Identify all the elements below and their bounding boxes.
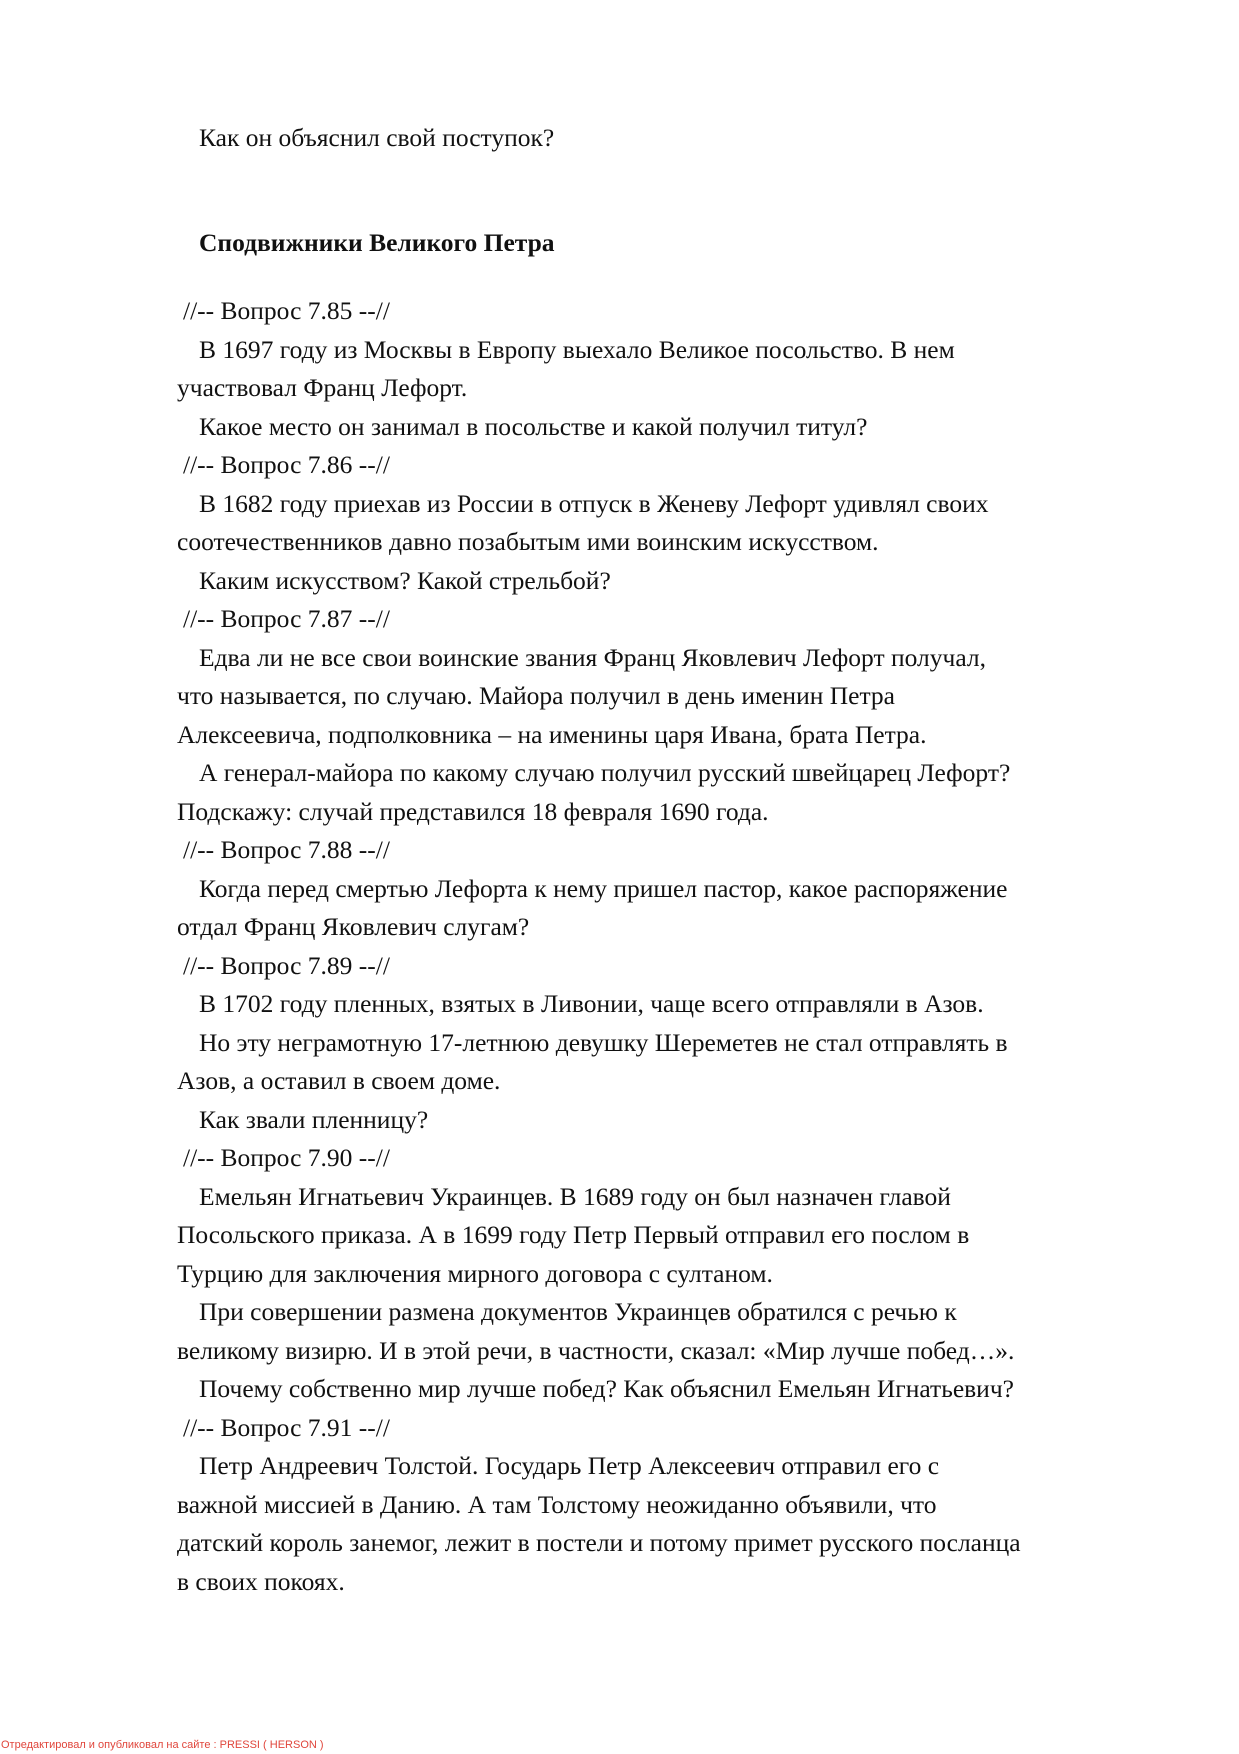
paragraph-line: отдал Франц Яковлевич слугам? (177, 912, 530, 941)
paragraph-line: В 1682 году приехав из России в отпуск в Женеву Лефорт удивлял своих (199, 489, 989, 518)
question-line: Почему собственно мир лучше побед? Как объяснил Емельян Игнатьевич? (199, 1374, 1014, 1403)
paragraph-line: великому визирю. И в этой речи, в частности, сказал: «Мир лучше побед…». (177, 1336, 1015, 1365)
paragraph-line: что называется, по случаю. Майора получил в день именин Петра (177, 681, 895, 710)
question-line: Какое место он занимал в посольстве и какой получил титул? (199, 412, 868, 441)
paragraph-line: Посольского приказа. А в 1699 году Петр Первый отправил его послом в (177, 1220, 970, 1249)
question-marker-7-89: //-- Вопрос 7.89 --// (183, 951, 390, 980)
intro-question: Как он объяснил свой поступок? (199, 123, 555, 152)
paragraph-line: соотечественников давно позабытым ими воинским искусством. (177, 527, 879, 556)
paragraph-line: Петр Андреевич Толстой. Государь Петр Алексеевич отправил его с (199, 1451, 940, 1480)
paragraph-line: Азов, а оставил в своем доме. (177, 1066, 501, 1095)
paragraph-line: В 1697 году из Москвы в Европу выехало Великое посольство. В нем (199, 335, 955, 364)
paragraph-line: Алексеевича, подполковника – на именины царя Ивана, брата Петра. (177, 720, 927, 749)
publisher-footer-note: Отредактировал и опубликовал на сайте : PRESSI ( HERSON ) (1, 1739, 324, 1751)
paragraph-line: При совершении размена документов Украинцев обратился с речью к (199, 1297, 957, 1326)
section-title: Сподвижники Великого Петра (199, 228, 555, 257)
question-marker-7-85: //-- Вопрос 7.85 --// (183, 296, 390, 325)
paragraph-line: Едва ли не все свои воинские звания Франц Яковлевич Лефорт получал, (199, 643, 986, 672)
paragraph-line: Но эту неграмотную 17-летнюю девушку Шереметев не стал отправлять в (199, 1028, 1008, 1057)
question-line: Как звали пленницу? (199, 1105, 429, 1134)
question-marker-7-87: //-- Вопрос 7.87 --// (183, 604, 390, 633)
question-marker-7-86: //-- Вопрос 7.86 --// (183, 450, 390, 479)
paragraph-line: датский король занемог, лежит в постели и потому примет русского посланца (177, 1528, 1021, 1557)
paragraph-line: Подскажу: случай представился 18 февраля 1690 года. (177, 797, 769, 826)
paragraph-line: Емельян Игнатьевич Украинцев. В 1689 году он был назначен главой (199, 1182, 951, 1211)
paragraph-line: В 1702 году пленных, взятых в Ливонии, чаще всего отправляли в Азов. (199, 989, 984, 1018)
paragraph-line: участвовал Франц Лефорт. (177, 373, 468, 402)
question-line: Каким искусством? Какой стрельбой? (199, 566, 611, 595)
question-marker-7-88: //-- Вопрос 7.88 --// (183, 835, 390, 864)
paragraph-line: важной миссией в Данию. А там Толстому неожиданно объявили, что (177, 1490, 937, 1519)
question-line: Когда перед смертью Лефорта к нему пришел пастор, какое распоряжение (199, 874, 1008, 903)
question-line: А генерал-майора по какому случаю получил русский швейцарец Лефорт? (199, 758, 1011, 787)
paragraph-line: в своих покоях. (177, 1567, 345, 1596)
question-marker-7-91: //-- Вопрос 7.91 --// (183, 1413, 390, 1442)
question-marker-7-90: //-- Вопрос 7.90 --// (183, 1143, 390, 1172)
paragraph-line: Турцию для заключения мирного договора с султаном. (177, 1259, 773, 1288)
